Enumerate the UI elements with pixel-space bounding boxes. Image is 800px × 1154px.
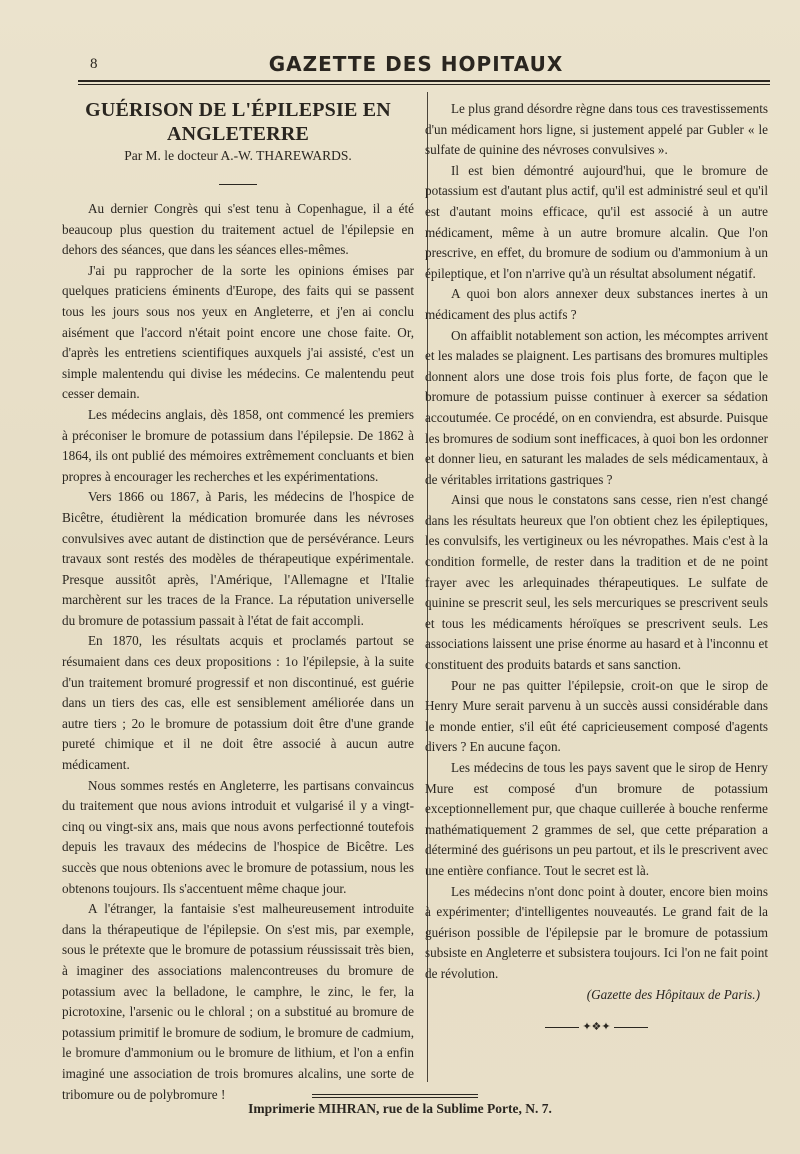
- footer-rule: [312, 1094, 478, 1095]
- page-header: [60, 52, 772, 82]
- source-text: (Gazette des Hôpitaux de Paris.): [586, 986, 760, 1002]
- title-separator: [219, 184, 257, 185]
- paragraph: Le plus grand désordre règne dans tous ces travestissements d'un médicament hors ligne, si justement appelé par Gubler « le sulfate de quinine des névroses convulsives ».: [425, 101, 768, 158]
- ornament-line-left: [545, 1027, 579, 1028]
- ornament-line-right: [614, 1027, 648, 1028]
- article-byline: Par M. le docteur A.-W. THAREWARDS.: [124, 148, 352, 163]
- paragraph: Pour ne pas quitter l'épilepsie, croit-on que le sirop de Henry Mure serait parvenu à un succès aussi considérable dans le monde entier, s'il eût été capricieusement composé d'agents divers ? En aucune façon.: [425, 677, 768, 755]
- article-title: GUÉRISON DE L'ÉPILEPSIE EN ANGLETERRE: [85, 99, 391, 145]
- paragraph: J'ai pu rapprocher de la sorte les opinions émises par quelques praticiens éminents d'Europe, des faits qui se passent tous les jours sous nos yeux en Angleterre, et j'en ai conclu aisément que l'accord n'était point encore une chose faite. Or, d'après les entretiens scientifiques auxquels j'ai assisté, c'est un simple malentendu qui divise les médecins. Ce malentendu peut cesser demain.: [62, 262, 414, 402]
- paragraph: En 1870, les résultats acquis et proclamés partout se résumaient dans ces deux propositions : 1o l'épilepsie, à la suite d'un traitement bromuré progressif et non discontinué, est guérie dans un tiers des cas, elle est sensiblement améliorée dans un autre tiers ; 2o le bromure de potassium doit être d'une grande pureté chimique et il ne doit être associé à aucun autre médicament.: [62, 633, 414, 773]
- paragraph: Les médecins de tous les pays savent que le sirop de Henry Mure est composé d'un bromure de potassium exceptionnellement pur, que chaque cuillerée à bouche renferme mathématiquement 2 grammes de sel, que cette préparation a déterminé des guérisons un peu partout, et ils le prescrivent avec une entière confiance. Tout le secret est là.: [425, 760, 768, 878]
- paragraph: Nous sommes restés en Angleterre, les partisans convaincus du traitement que nous avions introduit et vulgarisé il y a vingt-cinq ou vingt-six ans, mais que nous avons perfectionné toutefois depuis les travaux des médecins de l'hospice de Bicêtre. Les succès que nous obtenions avec le bromure de potassium, nous les obtenons toujours. Ils s'accentuent même chaque jour.: [62, 777, 414, 896]
- right-column: [425, 99, 768, 1038]
- ornament-glyph-icon: ✦❖✦: [582, 1021, 611, 1034]
- journal-title: GAZETTE DES HOPITAUX: [268, 52, 564, 76]
- header-rule: [78, 80, 770, 82]
- paragraph: Il est bien démontré aujourd'hui, que le bromure de potassium est d'autant plus actif, qu'il est administré seul et qu'il est d'autant moins efficace, qu'il est associé à un autre médicament, même à un autre bromure alcalin. Que l'on prescrive, en effet, du bromure de sodium ou d'ammonium à un épileptique, et l'on n'arrive qu'à un résultat absolument négatif.: [425, 162, 768, 281]
- paragraph: Ainsi que nous le constatons sans cesse, rien n'est changé dans les résultats heureux que l'on obtient chez les épileptiques, les convulsifs, les vertigineux ou les névropathes. Mais c'est à la condition formelle, de rester dans la tradition et de ne point frayer avec les arlequinades thérapeutiques. Le sulfate de quinine se prescrit seul, les sels mercuriques se prescrivent seuls et tous les médicaments héroïques se prescrivent seuls. Les associations laissent une prise énorme au hasard et à l'inconnu et constituent des produits batards et sans sanction.: [425, 492, 768, 673]
- printer-imprint: Imprimerie MIHRAN, rue de la Sublime Porte, N. 7.: [248, 1101, 552, 1116]
- paragraph: On affaiblit notablement son action, les mécomptes arrivent et les malades se plaignent. Les partisans des bromures multiples donnent alors une dose trois fois plus forte, de façon que le bromure de potassium puisse continuer à exercer sa sédation accoutumée. Ce procédé, on en conviendra, est absurde. Puisque les bromures de sodium sont inefficaces, à quoi bon les ordonner et donner lieu, en saturant les malades de sels médicamentaux, à de véritables irritations gastriques ?: [425, 327, 768, 487]
- header-rule-thin: [78, 84, 770, 85]
- paragraph: Au dernier Congrès qui s'est tenu à Copenhague, il a été beaucoup plus question du traitement actuel de l'épilepsie en dehors des séances, que dans les séances elles-mêmes.: [62, 201, 414, 258]
- left-column: [62, 96, 414, 1105]
- paragraph: A quoi bon alors annexer deux substances inertes à un médicament des plus actifs ?: [425, 286, 768, 322]
- page-number: 8: [90, 56, 98, 72]
- paragraph: Les médecins anglais, dès 1858, ont commencé les premiers à préconiser le bromure de potassium dans l'épilepsie. De 1862 à 1864, ils ont publié des mémoires extrêmement concluants et bien propres à encourager les recherches et les expérimentations.: [62, 406, 414, 484]
- paragraph: A l'étranger, la fantaisie s'est malheureusement introduite dans la thérapeutique de l'épilepsie. On s'est mis, par exemple, sous le prétexte que le bromure de potassium réussissait très bien, à imaginer des associations malencontreuses du bromure de potassium avec la belladone, le camphre, le zinc, le fer, la picrotoxine, l'arsenic ou le chloral ; on a substitué au bromure de potassium primitif le bromure de sodium, le bromure de cadmium, le bromure d'ammonium ou le bromure de lithium, et l'on a enfin imaginé une association de trois bromures alcalins, une sorte de tribomure ou de polybromure !: [62, 901, 414, 1102]
- paragraph: Les médecins n'ont donc point à douter, encore bien moins à expérimenter; d'intelligentes nouveautés. Le grand fait de la guérison possible de l'épilepsie par le bromure de potassium subsiste en Angleterre et subsistera toujours. Ici l'on ne fait point de révolution.: [425, 883, 768, 981]
- footer-rule-thin: [312, 1097, 478, 1098]
- paragraph: Vers 1866 ou 1867, à Paris, les médecins de l'hospice de Bicêtre, étudièrent la médication bromurée dans les névroses convulsives avec autant de distinction que de persévérance. Leurs travaux sont restés des modèles de thérapeutique expérimentale. Presque aussitôt après, l'Amérique, l'Allemagne et l'Italie marchèrent sur les traces de la France. La réputation universelle du bromure de potassium passait à l'état de fait accompli.: [62, 489, 414, 628]
- article-source: [425, 985, 768, 1006]
- end-ornament: [425, 1017, 768, 1038]
